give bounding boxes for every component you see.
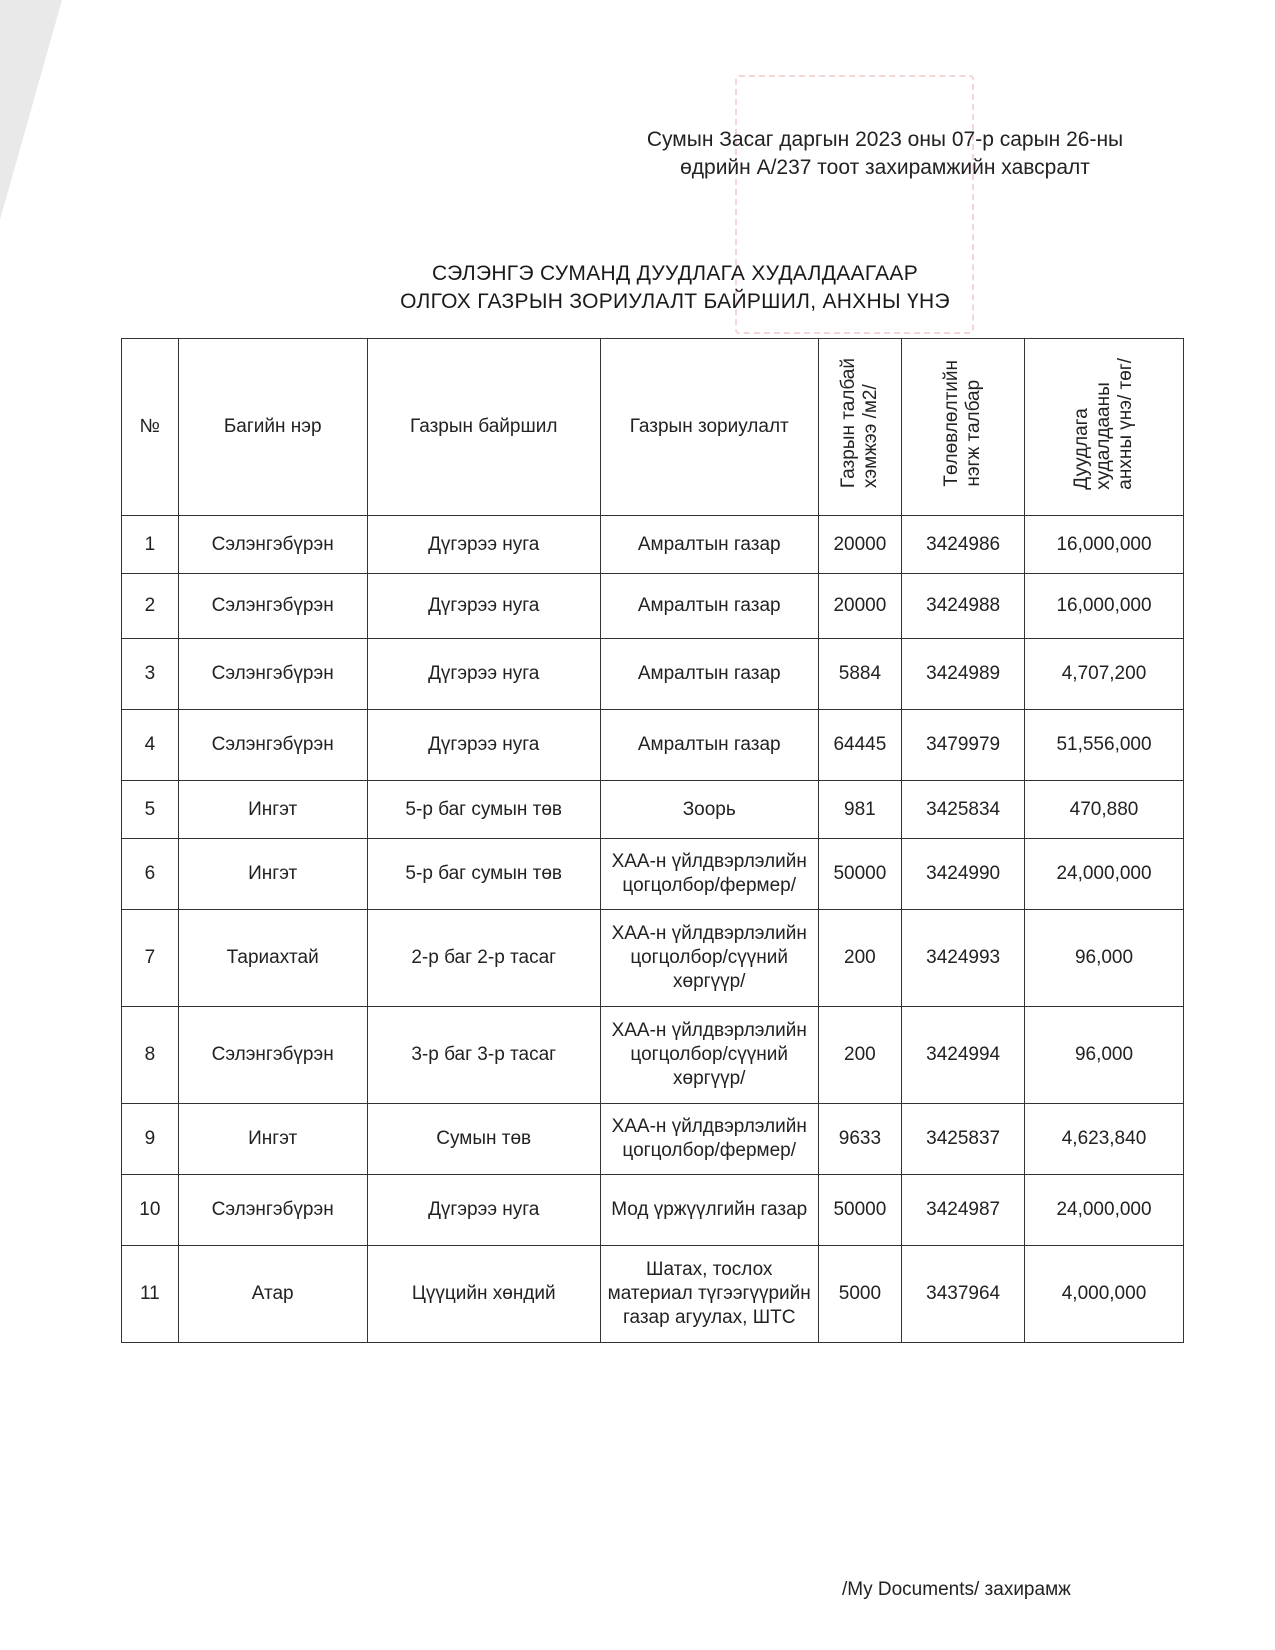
cell-number: 10 [122, 1175, 179, 1246]
cell-number: 11 [122, 1246, 179, 1343]
table-row [122, 1007, 1184, 1104]
cell-price: 96,000 [1025, 1007, 1184, 1104]
cell-location: 5-р баг сумын төв [367, 781, 600, 839]
cell-price: 16,000,000 [1025, 516, 1184, 574]
title-line-2: ОЛГОХ ГАЗРЫН ЗОРИУЛАЛТ БАЙРШИЛ, АНХНЫ ҮНЭ [400, 290, 950, 313]
header-location: Газрын байршил [367, 339, 600, 516]
land-auction-table [121, 338, 1184, 1343]
cell-area: 64445 [818, 710, 902, 781]
header-price-cell [1025, 339, 1184, 516]
cell-price: 4,000,000 [1025, 1246, 1184, 1343]
cell-bag-name: Сэлэнгэбүрэн [178, 574, 367, 639]
cell-price: 24,000,000 [1025, 839, 1184, 910]
cell-parcel: 3424986 [902, 516, 1025, 574]
cell-bag-name: Атар [178, 1246, 367, 1343]
cell-purpose: Амралтын газар [600, 639, 818, 710]
annex-line-1: Сумын Засаг даргын 2023 оны 07-р сарын 26-ны [646, 128, 1124, 151]
cell-area: 200 [818, 1007, 902, 1104]
folded-corner-shadow [0, 0, 62, 220]
cell-location: 3-р баг 3-р тасаг [367, 1007, 600, 1104]
cell-parcel: 3424990 [902, 839, 1025, 910]
cell-area: 50000 [818, 839, 902, 910]
cell-number: 2 [122, 574, 179, 639]
cell-bag-name: Сэлэнгэбүрэн [178, 1175, 367, 1246]
annex-line-2: өдрийн А/237 тоот захирамжийн хавсралт [680, 156, 1090, 179]
header-parcel: Төлөвлөлтийн нэгж талбар [941, 360, 985, 487]
cell-purpose: Шатах, тослох материал түгээгүүрийн газар агуулах, ШТС [600, 1246, 818, 1343]
cell-number: 3 [122, 639, 179, 710]
cell-area: 200 [818, 910, 902, 1007]
cell-purpose: ХАА-н үйлдвэрлэлийн цогцолбор/фермер/ [600, 1104, 818, 1175]
cell-purpose: ХАА-н үйлдвэрлэлийн цогцолбор/сүүний хөргүүр/ [600, 1007, 818, 1104]
cell-parcel: 3424994 [902, 1007, 1025, 1104]
cell-number: 4 [122, 710, 179, 781]
cell-number: 9 [122, 1104, 179, 1175]
cell-number: 1 [122, 516, 179, 574]
cell-price: 96,000 [1025, 910, 1184, 1007]
cell-parcel: 3424987 [902, 1175, 1025, 1246]
cell-bag-name: Ингэт [178, 839, 367, 910]
table-row [122, 516, 1184, 574]
table-header-row [122, 339, 1184, 516]
cell-location: Цүүцийн хөндий [367, 1246, 600, 1343]
cell-area: 5000 [818, 1246, 902, 1343]
cell-number: 8 [122, 1007, 179, 1104]
cell-price: 16,000,000 [1025, 574, 1184, 639]
cell-number: 6 [122, 839, 179, 910]
cell-parcel: 3425837 [902, 1104, 1025, 1175]
header-area-cell [818, 339, 902, 516]
table-row [122, 1104, 1184, 1175]
header-area: Газрын талбай хэмжээ /м2/ [837, 358, 881, 489]
cell-parcel: 3424989 [902, 639, 1025, 710]
cell-bag-name: Ингэт [178, 1104, 367, 1175]
cell-location: Дүгэрээ нуга [367, 574, 600, 639]
cell-location: 2-р баг 2-р тасаг [367, 910, 600, 1007]
footer-file-path: /My Documents/ захирамж [842, 1579, 1071, 1600]
table-row [122, 574, 1184, 639]
cell-area: 981 [818, 781, 902, 839]
document-title [330, 260, 1020, 316]
cell-purpose: ХАА-н үйлдвэрлэлийн цогцолбор/фермер/ [600, 839, 818, 910]
cell-price: 24,000,000 [1025, 1175, 1184, 1246]
cell-area: 50000 [818, 1175, 902, 1246]
cell-price: 4,707,200 [1025, 639, 1184, 710]
cell-parcel: 3424993 [902, 910, 1025, 1007]
cell-purpose: Зоорь [600, 781, 818, 839]
title-line-1: СЭЛЭНГЭ СУМАНД ДУУДЛАГА ХУДАЛДААГААР [431, 262, 919, 285]
cell-location: Дүгэрээ нуга [367, 710, 600, 781]
cell-purpose: Мод үржүүлгийн газар [600, 1175, 818, 1246]
cell-purpose: Амралтын газар [600, 710, 818, 781]
cell-number: 5 [122, 781, 179, 839]
cell-location: Сумын төв [367, 1104, 600, 1175]
cell-area: 5884 [818, 639, 902, 710]
cell-number: 7 [122, 910, 179, 1007]
table-row [122, 1175, 1184, 1246]
table-row [122, 639, 1184, 710]
cell-price: 4,623,840 [1025, 1104, 1184, 1175]
header-purpose: Газрын зориулалт [600, 339, 818, 516]
table-row [122, 710, 1184, 781]
cell-area: 20000 [818, 516, 902, 574]
table-row [122, 839, 1184, 910]
cell-location: 5-р баг сумын төв [367, 839, 600, 910]
cell-location: Дүгэрээ нуга [367, 516, 600, 574]
cell-parcel: 3425834 [902, 781, 1025, 839]
cell-area: 20000 [818, 574, 902, 639]
cell-purpose: Амралтын газар [600, 574, 818, 639]
header-bag-name: Багийн нэр [178, 339, 367, 516]
header-parcel-cell [902, 339, 1025, 516]
annex-reference [560, 126, 1210, 182]
cell-parcel: 3424988 [902, 574, 1025, 639]
header-price: Дуудлага худалдааны анхны үнэ/ төг/ [1071, 357, 1136, 490]
cell-price: 51,556,000 [1025, 710, 1184, 781]
cell-parcel: 3437964 [902, 1246, 1025, 1343]
cell-price: 470,880 [1025, 781, 1184, 839]
cell-location: Дүгэрээ нуга [367, 639, 600, 710]
cell-bag-name: Сэлэнгэбүрэн [178, 1007, 367, 1104]
cell-parcel: 3479979 [902, 710, 1025, 781]
cell-location: Дүгэрээ нуга [367, 1175, 600, 1246]
cell-bag-name: Сэлэнгэбүрэн [178, 639, 367, 710]
cell-area: 9633 [818, 1104, 902, 1175]
cell-purpose: ХАА-н үйлдвэрлэлийн цогцолбор/сүүний хөргүүр/ [600, 910, 818, 1007]
table-row [122, 781, 1184, 839]
cell-bag-name: Ингэт [178, 781, 367, 839]
cell-purpose: Амралтын газар [600, 516, 818, 574]
cell-bag-name: Тариахтай [178, 910, 367, 1007]
cell-bag-name: Сэлэнгэбүрэн [178, 516, 367, 574]
table-row [122, 910, 1184, 1007]
table-row [122, 1246, 1184, 1343]
cell-bag-name: Сэлэнгэбүрэн [178, 710, 367, 781]
header-number: № [122, 339, 179, 516]
